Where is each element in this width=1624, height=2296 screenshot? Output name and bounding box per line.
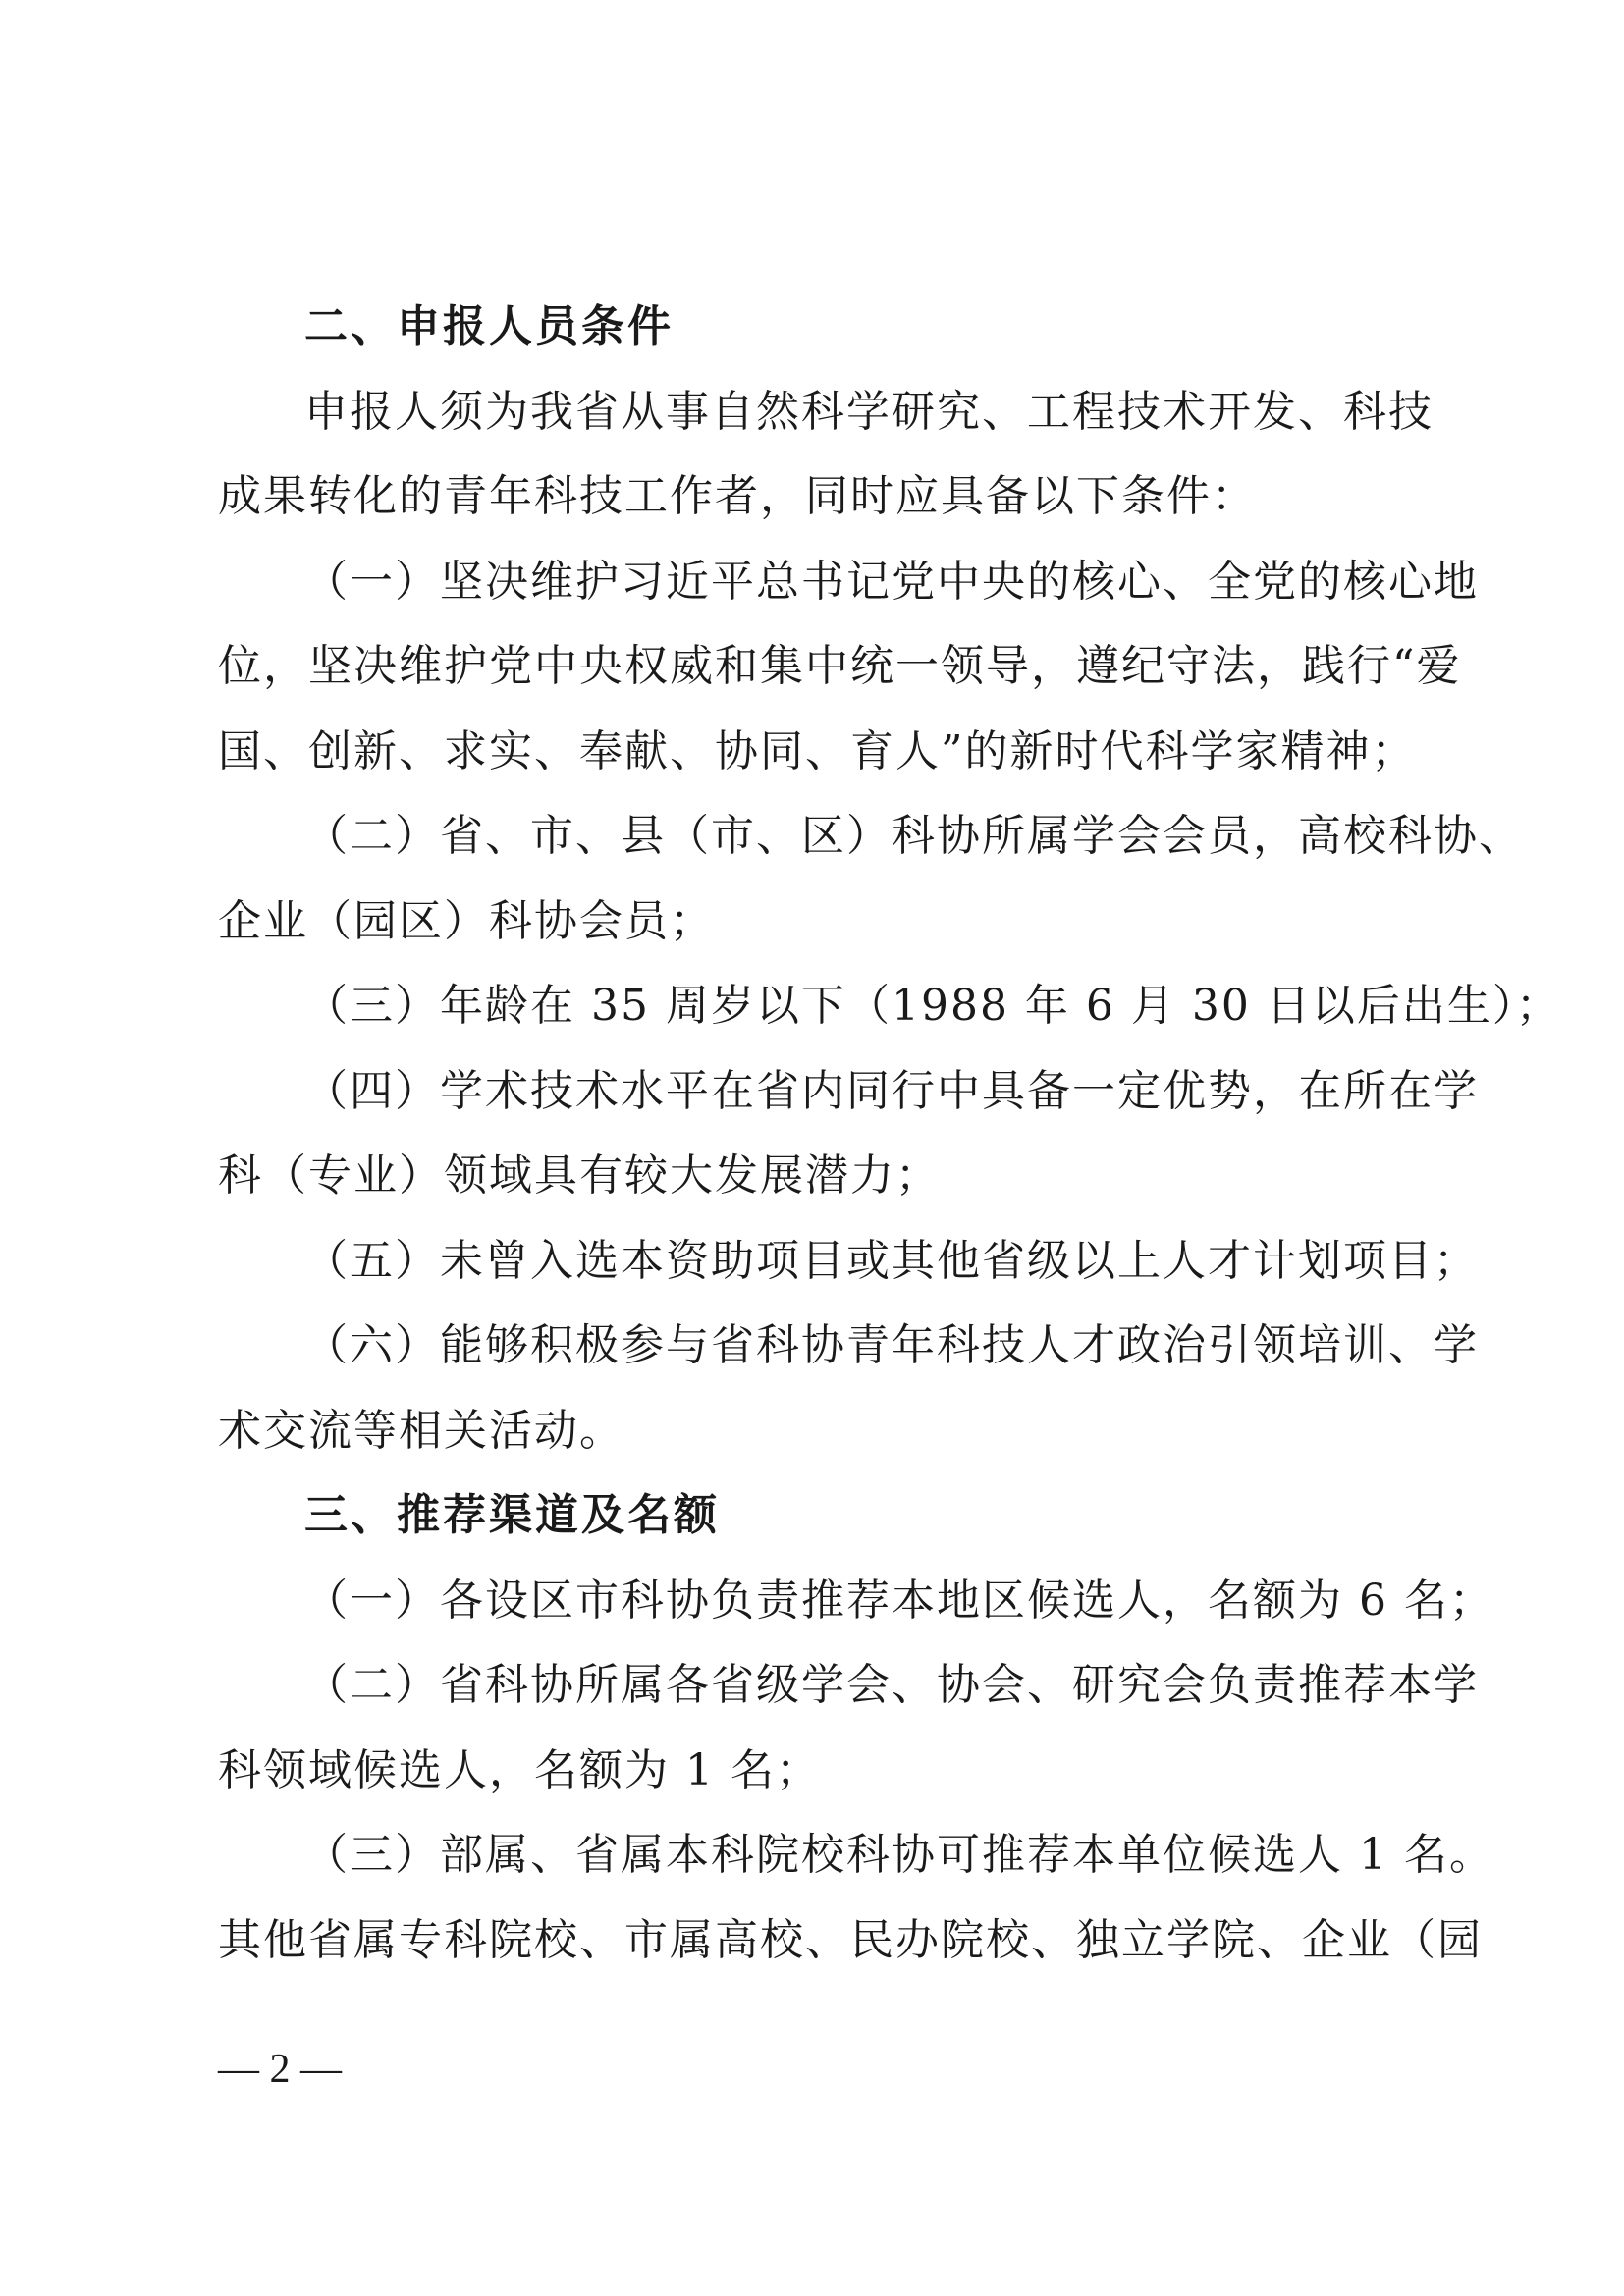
condition-5-line-1: （五）未曾入选本资助项目或其他省级以上人才计划项目； [304,1235,1479,1286]
section-heading-recommendation-channels: 三、推荐渠道及名额 [304,1490,720,1540]
condition-2-line-1: （二）省、市、县（市、区）科协所属学会会员，高校科协、 [304,811,1524,861]
channel-3-line-2: 其他省属专科院校、市属高校、民办院校、独立学院、企业（园 [218,1914,1483,1965]
channel-1-line-1: （一）各设区市科协负责推荐本地区候选人，名额为 6 名； [304,1575,1494,1626]
channel-2-line-2: 科领域候选人，名额为 1 名； [218,1744,821,1795]
condition-6-line-1: （六）能够积极参与省科协青年科技人才政治引领培训、学 [304,1320,1479,1370]
paragraph-intro-line-2: 成果转化的青年科技工作者，同时应具备以下条件： [218,471,1257,521]
page-number: — 2 — [218,2047,342,2092]
condition-6-line-2: 术交流等相关活动。 [218,1405,624,1456]
condition-3-line-1: （三）年龄在 35 周岁以下（1988 年 6 月 30 日以后出生）； [304,981,1561,1031]
document-body [218,285,1561,1983]
condition-1-line-1: （一）坚决维护习近平总书记党中央的核心、全党的核心地 [304,556,1479,607]
condition-1-line-3: 国、创新、求实、奉献、协同、育人”的新时代科学家精神； [218,725,1417,776]
condition-4-line-2: 科（专业）领域具有较大发展潜力； [218,1150,941,1201]
channel-2-line-1: （二）省科协所属各省级学会、协会、研究会负责推荐本学 [304,1660,1479,1710]
section-heading-applicant-conditions: 二、申报人员条件 [304,301,674,351]
condition-4-line-1: （四）学术技术水平在省内同行中具备一定优势，在所在学 [304,1065,1479,1116]
condition-1-line-2: 位，坚决维护党中央权威和集中统一领导，遵纪守法，践行“爱 [218,641,1462,691]
paragraph-intro-line-1: 申报人须为我省从事自然科学研究、工程技术开发、科技 [304,386,1434,437]
channel-3-line-1: （三）部属、省属本科院校科协可推荐本单位候选人 1 名。 [304,1830,1494,1880]
condition-2-line-2: 企业（园区）科协会员； [218,895,715,946]
